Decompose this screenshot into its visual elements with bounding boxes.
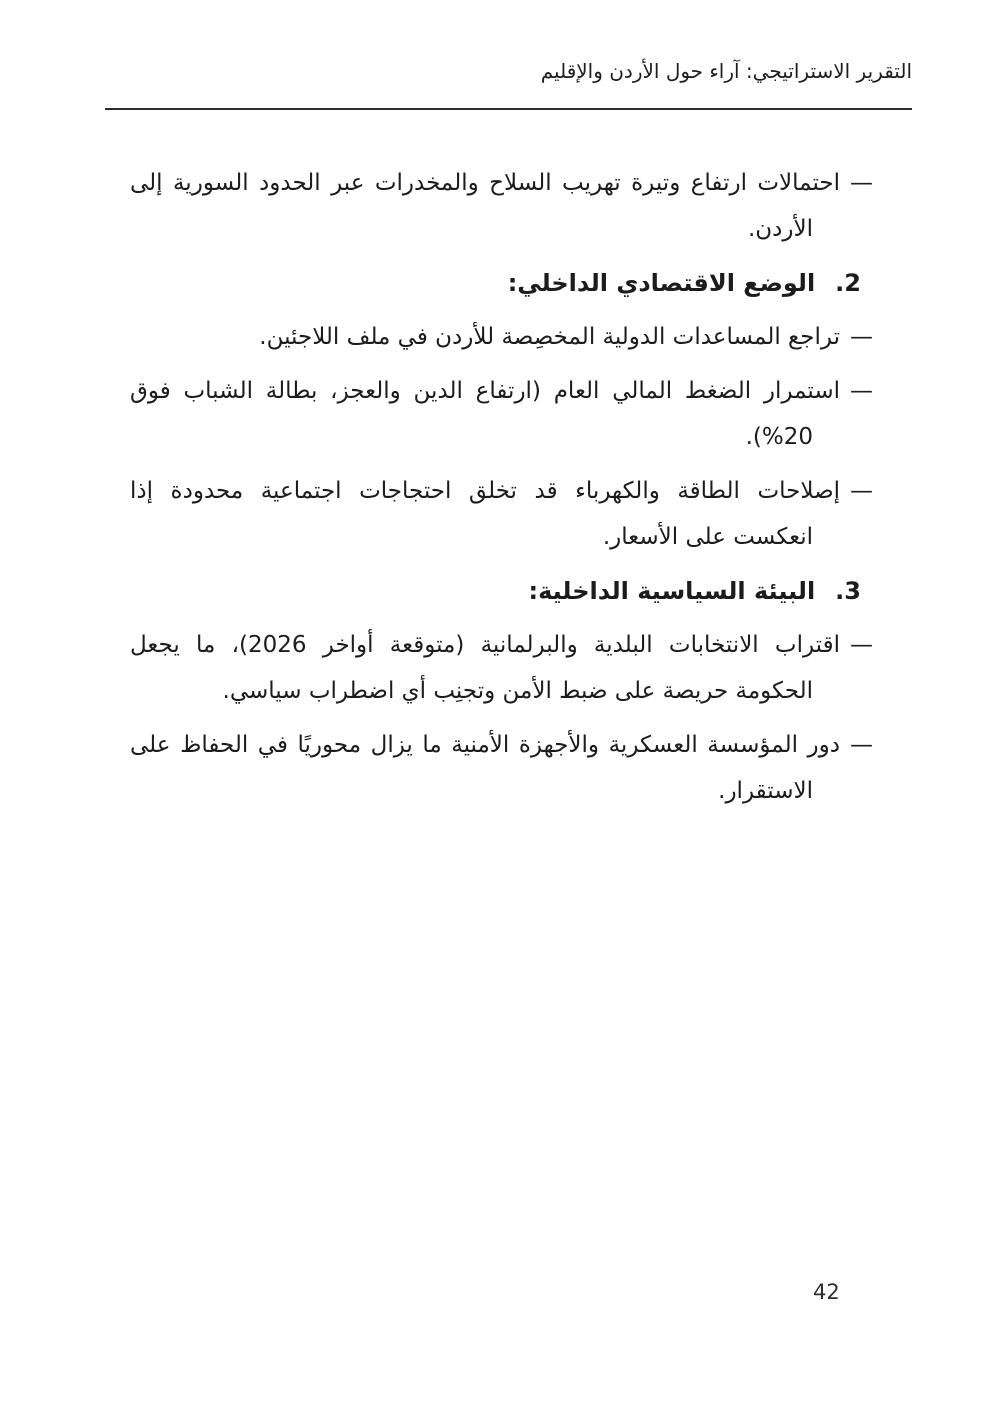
dash-bullet-marker: — xyxy=(850,324,873,350)
bullet-elections xyxy=(130,622,873,714)
heading-political-environment xyxy=(130,568,873,614)
bullet-fiscal-pressure xyxy=(130,368,873,460)
running-header-title: التقرير الاستراتيجي: آراء حول الأردن والإقليم xyxy=(540,59,912,83)
bullet-energy-reforms xyxy=(130,468,873,560)
dash-bullet-marker: — xyxy=(850,170,873,196)
heading-number: 3. xyxy=(835,577,861,605)
bullet-text: إصلاحات الطاقة والكهرباء قد تخلق احتجاجات اجتماعية محدودة إذا انعكست على الأسعار. xyxy=(130,478,840,550)
header-rule xyxy=(105,108,912,110)
bullet-border-smuggling xyxy=(130,160,873,252)
bullet-text: استمرار الضغط المالي العام (ارتفاع الدين والعجز، بطالة الشباب فوق 20%). xyxy=(130,378,840,450)
dash-bullet-marker: — xyxy=(850,478,873,504)
heading-text: البيئة السياسية الداخلية: xyxy=(528,577,816,605)
dash-bullet-marker: — xyxy=(850,378,873,404)
heading-text: الوضع الاقتصادي الداخلي: xyxy=(507,269,816,297)
heading-number: 2. xyxy=(835,269,861,297)
bullet-text: دور المؤسسة العسكرية والأجهزة الأمنية ما يزال محوريًا في الحفاظ على الاستقرار. xyxy=(130,732,840,804)
dash-bullet-marker: — xyxy=(850,632,873,658)
heading-economic-situation xyxy=(130,260,873,306)
bullet-aid-decline xyxy=(130,314,873,360)
bullet-text: احتمالات ارتفاع وتيرة تهريب السلاح والمخدرات عبر الحدود السورية إلى الأردن. xyxy=(130,170,840,242)
bullet-military-role xyxy=(130,722,873,814)
dash-bullet-marker: — xyxy=(850,732,873,758)
document-body xyxy=(130,160,873,822)
page-number: 42 xyxy=(813,1280,840,1304)
bullet-text: اقتراب الانتخابات البلدية والبرلمانية (متوقعة أواخر 2026)، ما يجعل الحكومة حريصة على ضبط الأمن وتجنِب أي اضطراب سياسي. xyxy=(130,632,840,704)
bullet-text: تراجع المساعدات الدولية المخصِصة للأردن في ملف اللاجئين. xyxy=(259,324,840,350)
